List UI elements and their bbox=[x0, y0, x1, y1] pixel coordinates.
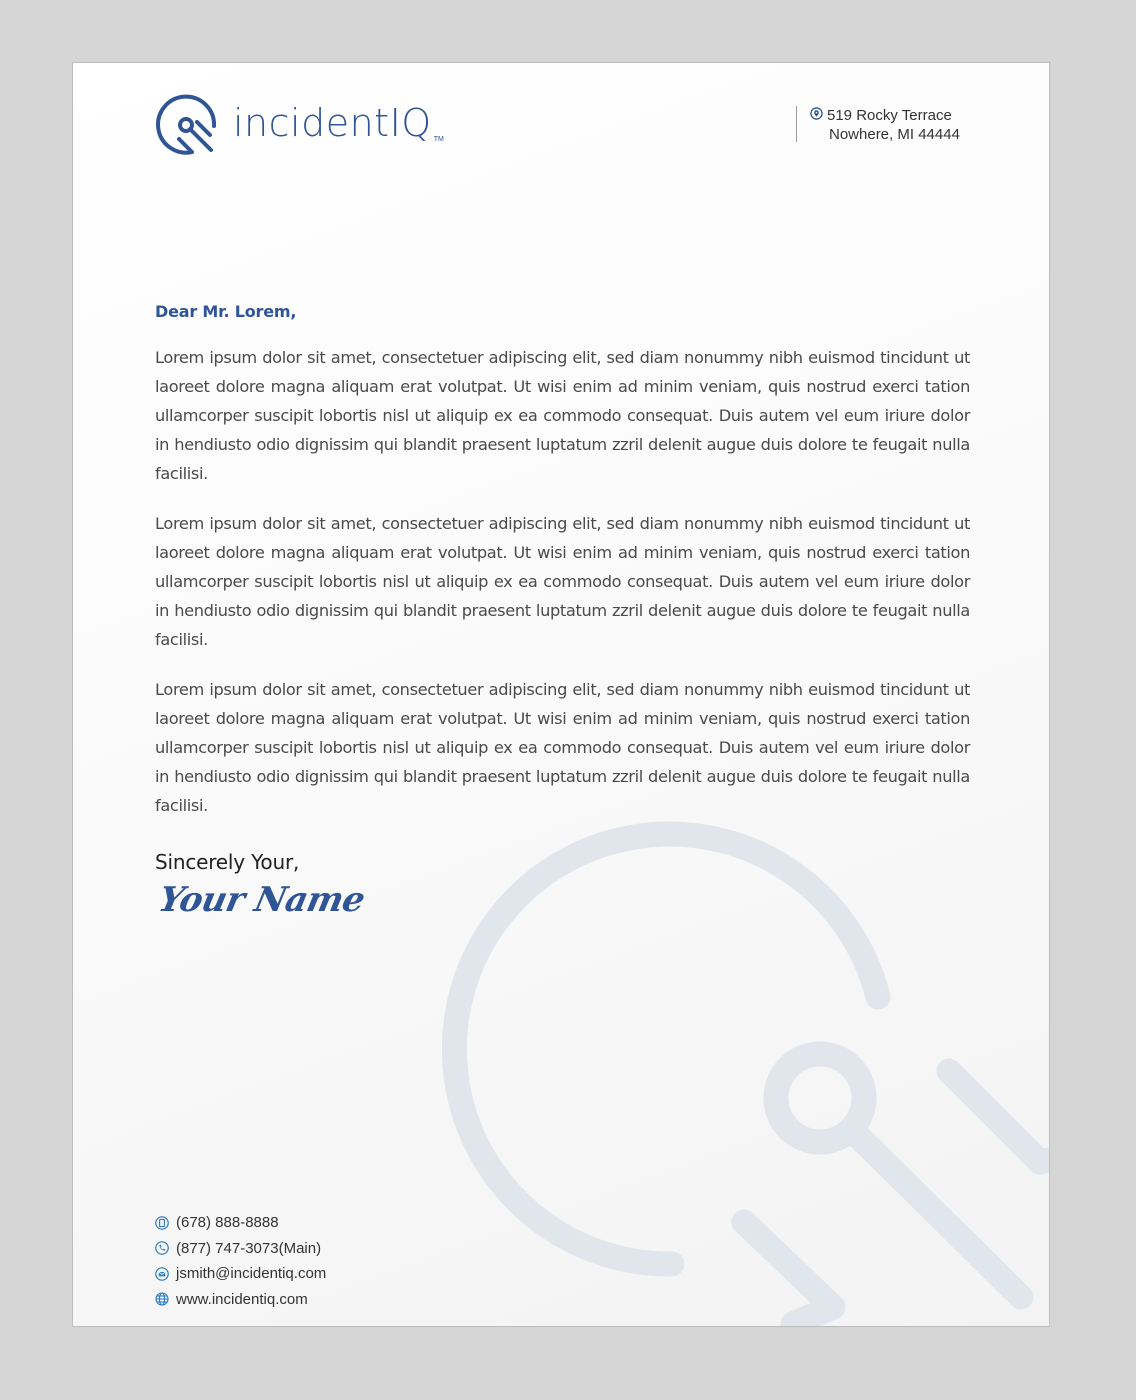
contact-website bbox=[155, 1287, 326, 1313]
incidentiq-logo-icon bbox=[155, 94, 217, 156]
contact-mobile bbox=[155, 1210, 326, 1236]
letterhead-page bbox=[72, 62, 1050, 1327]
contact-email-text[interactable]: jsmith@incidentiq.com bbox=[176, 1265, 327, 1283]
phone-icon bbox=[155, 1241, 169, 1255]
mobile-phone-icon bbox=[155, 1216, 169, 1230]
body-paragraph: Lorem ipsum dolor sit amet, consectetuer adipiscing elit, sed diam nonummy nibh euismod tincidunt ut laoreet dolore magna aliquam erat volutpat. Ut wisi enim ad minim veniam, quis nostrud exerci tation ullamcorper suscipit lobortis nisl ut aliquip ex ea commodo consequat. Duis autem vel eum iriure dolor in hendiusto odio dignissim qui blandit praesent luptatum zzril delenit augue duis dolore te feugait nulla facilisi. bbox=[155, 514, 970, 649]
email-icon bbox=[155, 1267, 169, 1281]
brand-logo bbox=[155, 93, 444, 157]
contact-phone bbox=[155, 1236, 326, 1262]
body-paragraph: Lorem ipsum dolor sit amet, consectetuer adipiscing elit, sed diam nonummy nibh euismod tincidunt ut laoreet dolore magna aliquam erat volutpat. Ut wisi enim ad minim veniam, quis nostrud exerci tation ullamcorper suscipit lobortis nisl ut aliquip ex ea commodo consequat. Duis autem vel eum iriure dolor in hendiusto odio dignissim qui blandit praesent luptatum zzril delenit augue duis dolore te feugait nulla facilisi. bbox=[155, 348, 970, 483]
globe-icon bbox=[155, 1292, 169, 1306]
letter-body bbox=[155, 302, 970, 920]
contact-list bbox=[155, 1210, 326, 1312]
closing-line: Sincerely Your, bbox=[155, 850, 300, 874]
contact-phone-text[interactable]: (877) 747-3073(Main) bbox=[176, 1239, 322, 1257]
address-line-1: 519 Rocky Terrace bbox=[827, 107, 952, 124]
signature: Your Name bbox=[155, 880, 369, 920]
contact-mobile-text[interactable]: (678) 888-8888 bbox=[176, 1214, 279, 1232]
salutation: Dear Mr. Lorem, bbox=[155, 302, 297, 321]
contact-email bbox=[155, 1261, 326, 1287]
brand-name: incidentIQ bbox=[233, 101, 432, 145]
trademark-mark: TM bbox=[433, 136, 444, 143]
address-block bbox=[796, 106, 960, 142]
contact-website-text[interactable]: www.incidentiq.com bbox=[176, 1290, 308, 1308]
location-pin-icon bbox=[810, 106, 823, 125]
address-line-2: Nowhere, MI 44444 bbox=[829, 126, 960, 143]
body-paragraph: Lorem ipsum dolor sit amet, consectetuer adipiscing elit, sed diam nonummy nibh euismod tincidunt ut laoreet dolore magna aliquam erat volutpat. Ut wisi enim ad minim veniam, quis nostrud exerci tation ullamcorper suscipit lobortis nisl ut aliquip ex ea commodo consequat. Duis autem vel eum iriure dolor in hendiusto odio dignissim qui blandit praesent luptatum zzril delenit augue duis dolore te feugait nulla facilisi. bbox=[155, 680, 970, 815]
